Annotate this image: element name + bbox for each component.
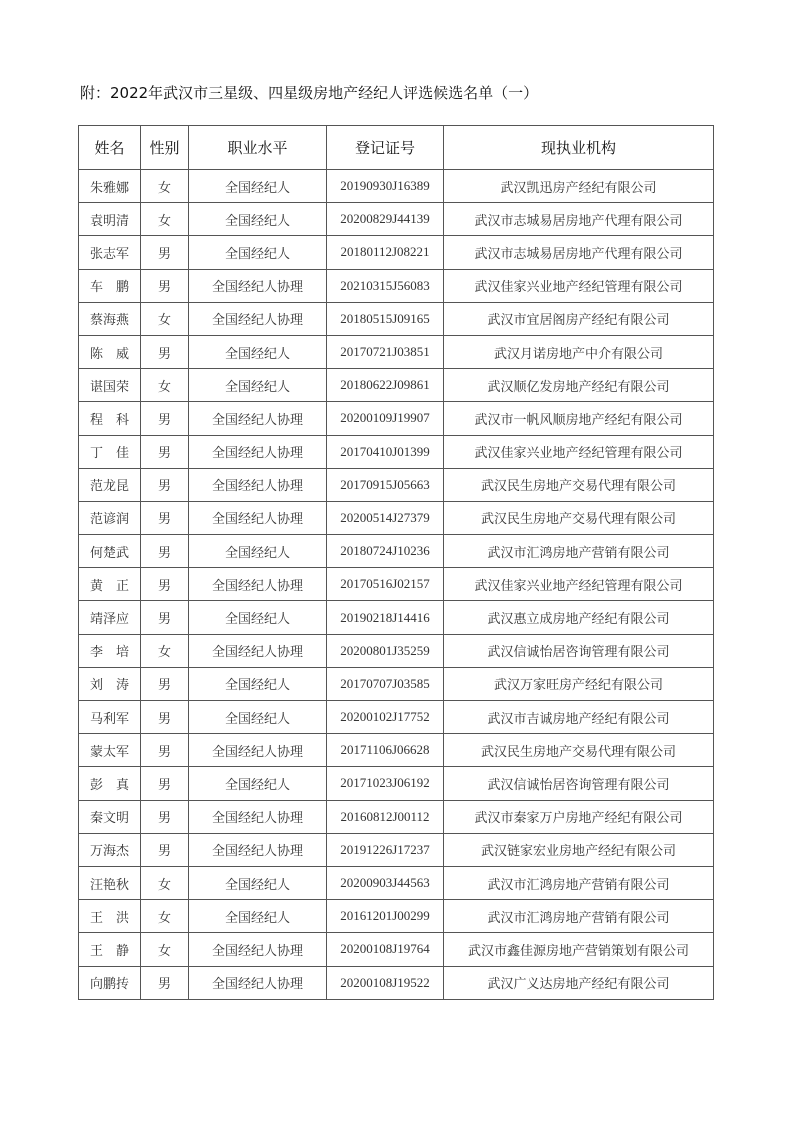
cell-level: 全国经纪人 [189, 335, 327, 368]
table-row [79, 402, 714, 435]
cell-level: 全国经纪人协理 [189, 734, 327, 767]
cell-cert: 20180724J10236 [327, 535, 444, 568]
table-row [79, 966, 714, 999]
cell-org: 武汉广义达房地产经纪有限公司 [444, 966, 714, 999]
cell-name: 袁明清 [79, 203, 141, 236]
header-org: 现执业机构 [444, 126, 714, 170]
cell-level: 全国经纪人协理 [189, 501, 327, 534]
cell-name: 车 鹏 [79, 269, 141, 302]
cell-cert: 20210315J56083 [327, 269, 444, 302]
cell-level: 全国经纪人 [189, 535, 327, 568]
table-row [79, 767, 714, 800]
cell-gender: 男 [141, 800, 189, 833]
cell-name: 朱雅娜 [79, 170, 141, 203]
header-gender: 性别 [141, 126, 189, 170]
cell-name: 汪艳秋 [79, 866, 141, 899]
cell-level: 全国经纪人 [189, 767, 327, 800]
cell-level: 全国经纪人协理 [189, 800, 327, 833]
cell-org: 武汉市一帆风顺房地产经纪有限公司 [444, 402, 714, 435]
cell-level: 全国经纪人协理 [189, 966, 327, 999]
cell-org: 武汉市志城易居房地产代理有限公司 [444, 203, 714, 236]
cell-org: 武汉凯迅房产经纪有限公司 [444, 170, 714, 203]
cell-org: 武汉佳家兴业地产经纪管理有限公司 [444, 435, 714, 468]
cell-cert: 20200903J44563 [327, 866, 444, 899]
cell-cert: 20171023J06192 [327, 767, 444, 800]
cell-level: 全国经纪人 [189, 203, 327, 236]
table-row [79, 501, 714, 534]
cell-gender: 男 [141, 335, 189, 368]
cell-level: 全国经纪人 [189, 601, 327, 634]
cell-cert: 20170915J05663 [327, 468, 444, 501]
cell-gender: 男 [141, 468, 189, 501]
header-level: 职业水平 [189, 126, 327, 170]
table-row [79, 866, 714, 899]
cell-gender: 女 [141, 302, 189, 335]
cell-gender: 女 [141, 900, 189, 933]
cell-org: 武汉惠立成房地产经纪有限公司 [444, 601, 714, 634]
cell-org: 武汉市鑫佳源房地产营销策划有限公司 [444, 933, 714, 966]
table-row [79, 170, 714, 203]
cell-cert: 20190218J14416 [327, 601, 444, 634]
cell-cert: 20170721J03851 [327, 335, 444, 368]
cell-name: 秦文明 [79, 800, 141, 833]
cell-level: 全国经纪人协理 [189, 933, 327, 966]
table-row [79, 335, 714, 368]
cell-cert: 20191226J17237 [327, 833, 444, 866]
cell-cert: 20200108J19522 [327, 966, 444, 999]
cell-gender: 男 [141, 767, 189, 800]
cell-cert: 20200514J27379 [327, 501, 444, 534]
table-row [79, 667, 714, 700]
cell-gender: 男 [141, 236, 189, 269]
cell-name: 谌国荣 [79, 369, 141, 402]
cell-gender: 男 [141, 435, 189, 468]
cell-gender: 女 [141, 170, 189, 203]
cell-name: 李 培 [79, 634, 141, 667]
cell-gender: 男 [141, 535, 189, 568]
cell-gender: 男 [141, 269, 189, 302]
cell-org: 武汉链家宏业房地产经纪有限公司 [444, 833, 714, 866]
cell-level: 全国经纪人 [189, 667, 327, 700]
cell-gender: 女 [141, 634, 189, 667]
cell-gender: 男 [141, 966, 189, 999]
cell-org: 武汉民生房地产交易代理有限公司 [444, 734, 714, 767]
cell-level: 全国经纪人协理 [189, 302, 327, 335]
table-row [79, 269, 714, 302]
cell-name: 马利军 [79, 701, 141, 734]
header-row [79, 126, 714, 170]
cell-gender: 男 [141, 734, 189, 767]
cell-org: 武汉市吉诚房地产经纪有限公司 [444, 701, 714, 734]
table-row [79, 701, 714, 734]
header-name: 姓名 [79, 126, 141, 170]
table-row [79, 302, 714, 335]
cell-name: 王 静 [79, 933, 141, 966]
cell-name: 程 科 [79, 402, 141, 435]
cell-cert: 20200801J35259 [327, 634, 444, 667]
cell-level: 全国经纪人协理 [189, 468, 327, 501]
cell-level: 全国经纪人协理 [189, 634, 327, 667]
table-row [79, 933, 714, 966]
cell-cert: 20200102J17752 [327, 701, 444, 734]
cell-cert: 20200109J19907 [327, 402, 444, 435]
cell-name: 张志军 [79, 236, 141, 269]
cell-level: 全国经纪人 [189, 369, 327, 402]
cell-org: 武汉信诚怡居咨询管理有限公司 [444, 634, 714, 667]
table-row [79, 900, 714, 933]
cell-cert: 20170410J01399 [327, 435, 444, 468]
cell-name: 万海杰 [79, 833, 141, 866]
cell-org: 武汉佳家兴业地产经纪管理有限公司 [444, 269, 714, 302]
cell-gender: 男 [141, 833, 189, 866]
cell-gender: 男 [141, 701, 189, 734]
cell-level: 全国经纪人协理 [189, 833, 327, 866]
cell-name: 向鹏抟 [79, 966, 141, 999]
cell-name: 黄 正 [79, 568, 141, 601]
cell-org: 武汉佳家兴业地产经纪管理有限公司 [444, 568, 714, 601]
cell-name: 范龙昆 [79, 468, 141, 501]
table-row [79, 601, 714, 634]
cell-org: 武汉民生房地产交易代理有限公司 [444, 501, 714, 534]
cell-name: 蒙太军 [79, 734, 141, 767]
cell-gender: 女 [141, 933, 189, 966]
table-row [79, 833, 714, 866]
cell-level: 全国经纪人协理 [189, 568, 327, 601]
cell-level: 全国经纪人 [189, 900, 327, 933]
cell-name: 范谚润 [79, 501, 141, 534]
cell-level: 全国经纪人 [189, 236, 327, 269]
table-row [79, 800, 714, 833]
cell-cert: 20190930J16389 [327, 170, 444, 203]
cell-org: 武汉月诺房地产中介有限公司 [444, 335, 714, 368]
cell-level: 全国经纪人协理 [189, 269, 327, 302]
cell-gender: 男 [141, 601, 189, 634]
cell-name: 蔡海燕 [79, 302, 141, 335]
cell-org: 武汉万家旺房产经纪有限公司 [444, 667, 714, 700]
table-row [79, 468, 714, 501]
cell-name: 刘 涛 [79, 667, 141, 700]
candidate-table [78, 125, 714, 1000]
cell-cert: 20180622J09861 [327, 369, 444, 402]
cell-cert: 20170516J02157 [327, 568, 444, 601]
cell-name: 靖泽应 [79, 601, 141, 634]
cell-cert: 20180515J09165 [327, 302, 444, 335]
cell-gender: 女 [141, 369, 189, 402]
table-row [79, 435, 714, 468]
cell-org: 武汉顺亿发房地产经纪有限公司 [444, 369, 714, 402]
table-row [79, 568, 714, 601]
cell-cert: 20200829J44139 [327, 203, 444, 236]
cell-gender: 男 [141, 568, 189, 601]
cell-name: 丁 佳 [79, 435, 141, 468]
cell-level: 全国经纪人协理 [189, 402, 327, 435]
cell-cert: 20171106J06628 [327, 734, 444, 767]
cell-name: 王 洪 [79, 900, 141, 933]
cell-gender: 男 [141, 402, 189, 435]
cell-gender: 男 [141, 501, 189, 534]
document-title: 附：2022年武汉市三星级、四星级房地产经纪人评选候选名单（一） [80, 84, 539, 102]
cell-org: 武汉信诚怡居咨询管理有限公司 [444, 767, 714, 800]
cell-org: 武汉市汇鸿房地产营销有限公司 [444, 866, 714, 899]
cell-gender: 女 [141, 203, 189, 236]
table-row [79, 203, 714, 236]
cell-org: 武汉市秦家万户房地产经纪有限公司 [444, 800, 714, 833]
table-row [79, 634, 714, 667]
table-row [79, 369, 714, 402]
table-body [79, 170, 714, 1000]
cell-cert: 20200108J19764 [327, 933, 444, 966]
cell-level: 全国经纪人协理 [189, 435, 327, 468]
table-row [79, 734, 714, 767]
cell-level: 全国经纪人 [189, 866, 327, 899]
cell-org: 武汉市宜居阁房产经纪有限公司 [444, 302, 714, 335]
cell-cert: 20180112J08221 [327, 236, 444, 269]
cell-org: 武汉民生房地产交易代理有限公司 [444, 468, 714, 501]
cell-gender: 女 [141, 866, 189, 899]
table-row [79, 236, 714, 269]
cell-gender: 男 [141, 667, 189, 700]
cell-cert: 20160812J00112 [327, 800, 444, 833]
cell-name: 陈 威 [79, 335, 141, 368]
header-cert: 登记证号 [327, 126, 444, 170]
cell-org: 武汉市汇鸿房地产营销有限公司 [444, 535, 714, 568]
cell-org: 武汉市汇鸿房地产营销有限公司 [444, 900, 714, 933]
cell-level: 全国经纪人 [189, 170, 327, 203]
cell-cert: 20170707J03585 [327, 667, 444, 700]
cell-level: 全国经纪人 [189, 701, 327, 734]
cell-cert: 20161201J00299 [327, 900, 444, 933]
table-row [79, 535, 714, 568]
cell-name: 彭 真 [79, 767, 141, 800]
cell-org: 武汉市志城易居房地产代理有限公司 [444, 236, 714, 269]
cell-name: 何楚武 [79, 535, 141, 568]
